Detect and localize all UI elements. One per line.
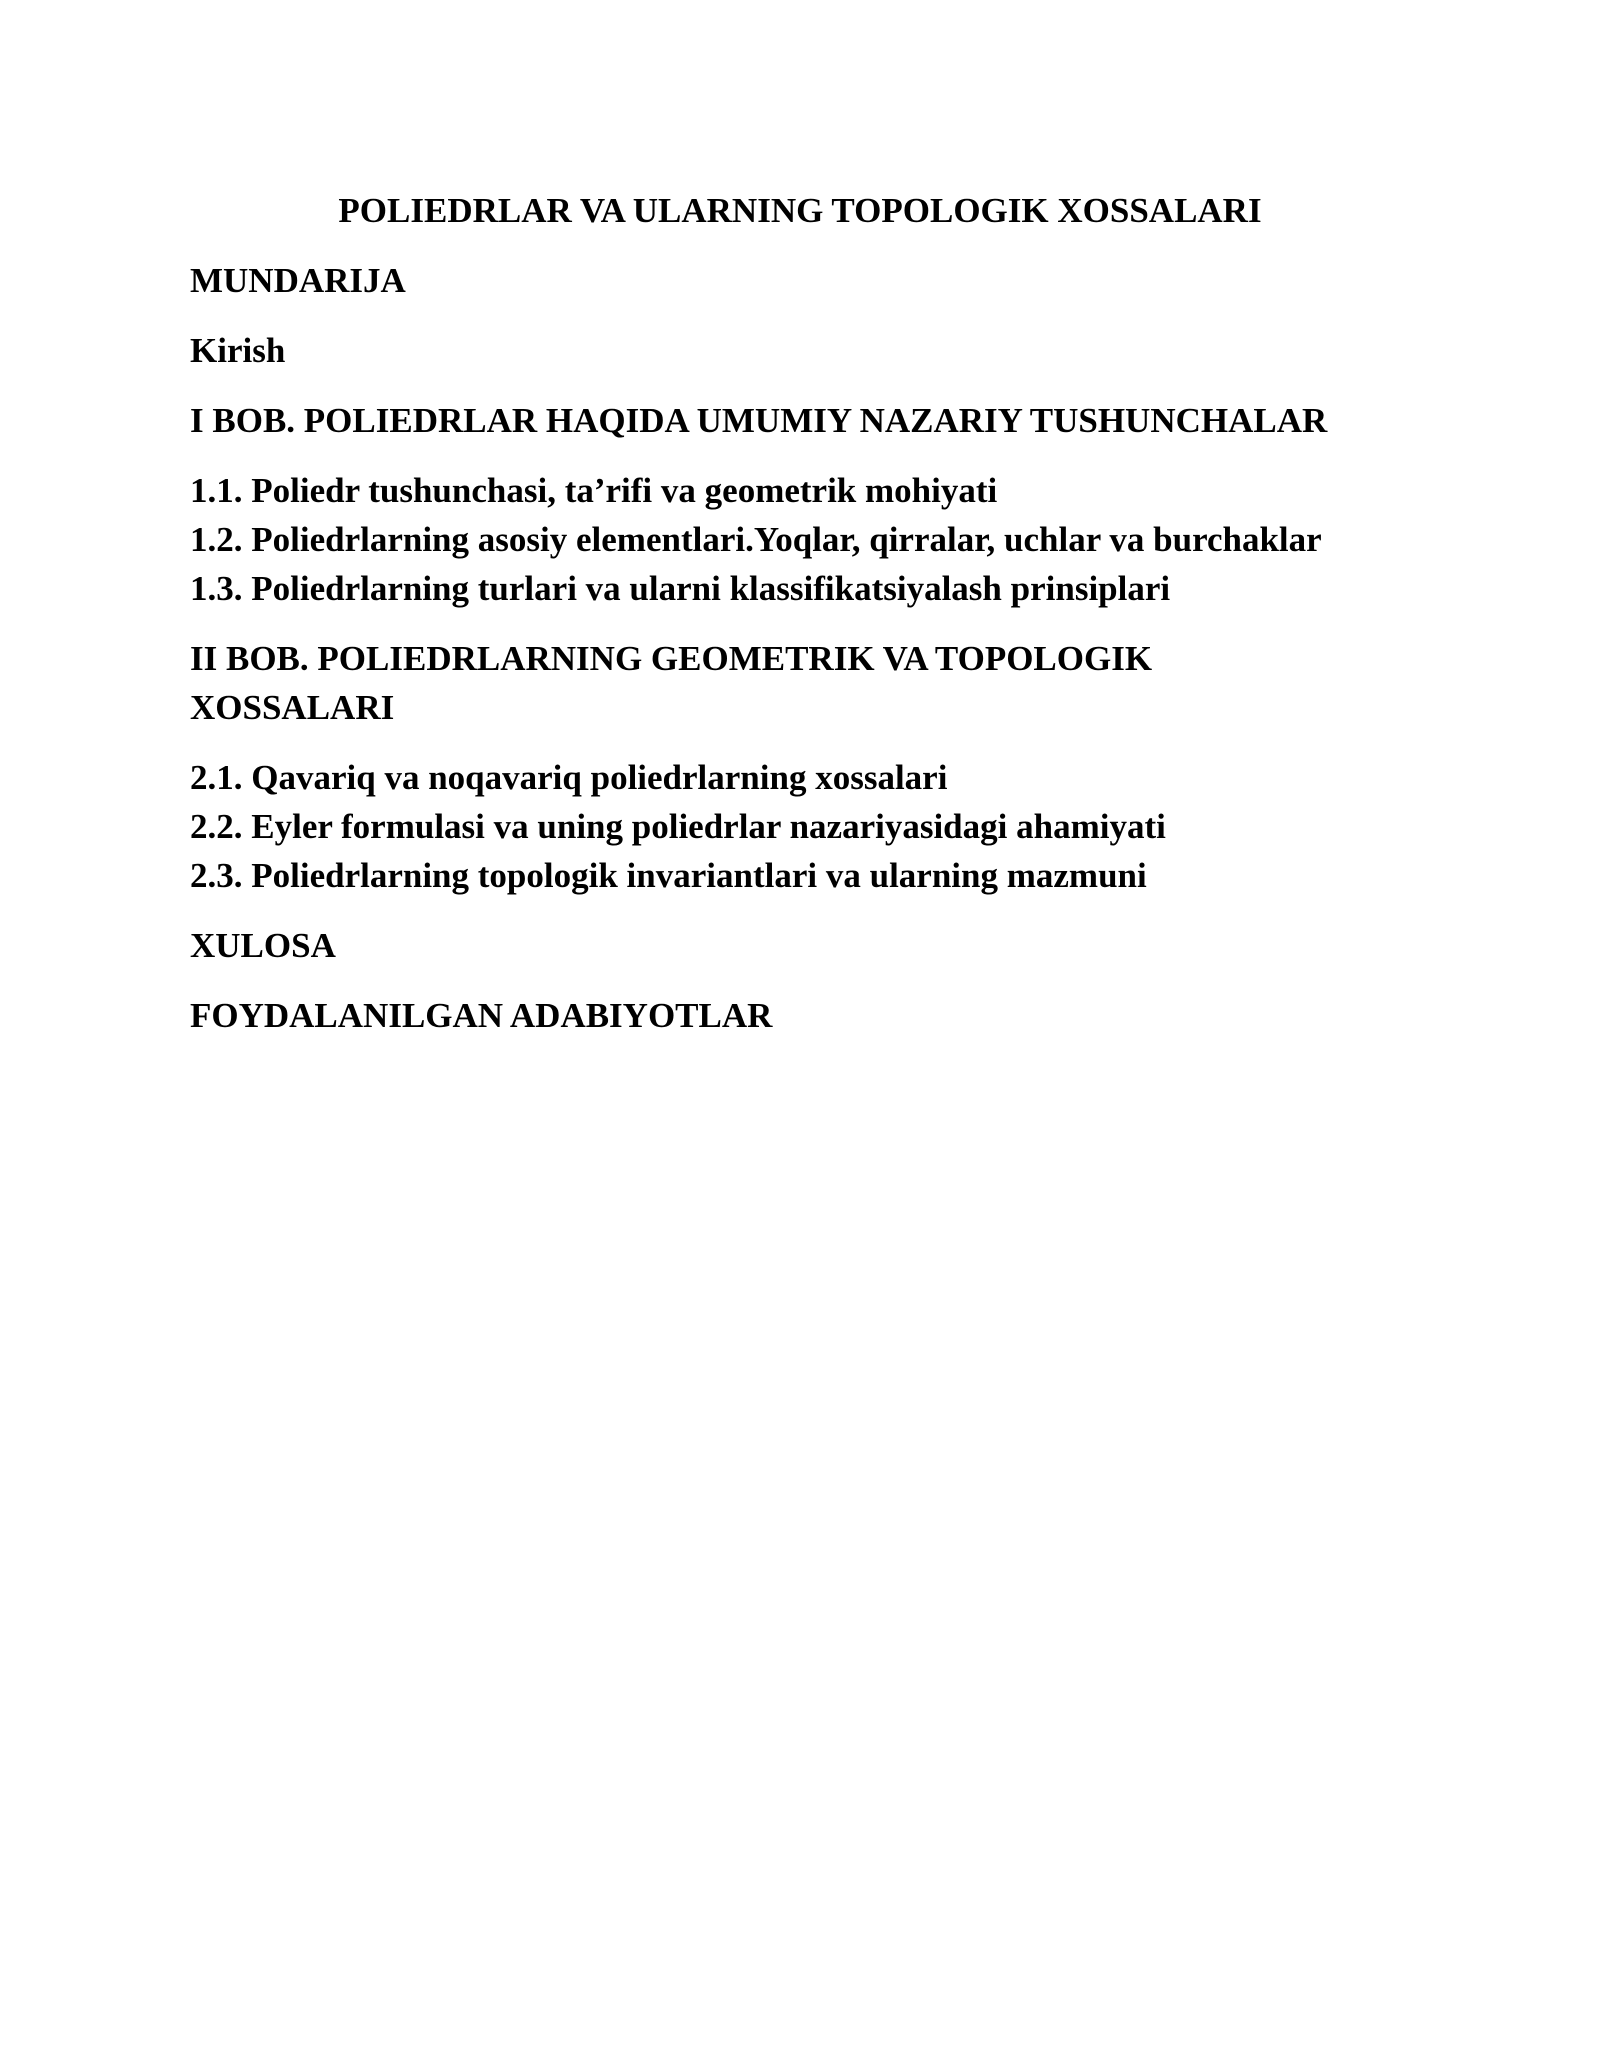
toc-item-conclusion: XULOSA [190, 926, 336, 965]
toc-chapter-1-heading: I BOB. POLIEDRLAR HAQIDA UMUMIY NAZARIY TUSHUNCHALAR [190, 401, 1328, 440]
contents-heading: MUNDARIJA [190, 261, 406, 300]
toc-chapter-2-sections [190, 753, 1390, 900]
toc-section-2-1: 2.1. Qavariq va noqavariq poliedrlarning xossalari [190, 758, 948, 797]
toc-item-references: FOYDALANILGAN ADABIYOTLAR [190, 996, 773, 1035]
toc-item-intro: Kirish [190, 331, 286, 370]
toc-chapter-1-sections [190, 466, 1390, 613]
toc-section-1-1: 1.1. Poliedr tushunchasi, ta’rifi va geometrik mohiyati [190, 471, 998, 510]
toc-section-1-2: 1.2. Poliedrlarning asosiy elementlari.Yoqlar, qirralar, uchlar va burchaklar [190, 520, 1322, 559]
document-body [190, 186, 1390, 1040]
toc-chapter-2-heading: II BOB. POLIEDRLARNING GEOMETRIK VA TOPOLOGIK XOSSALARI [190, 639, 1153, 727]
document-title: POLIEDRLAR VA ULARNING TOPOLOGIK XOSSALARI [338, 191, 1262, 230]
toc-section-2-2: 2.2. Eyler formulasi va uning poliedrlar nazariyasidagi ahamiyati [190, 807, 1166, 846]
toc-section-1-3: 1.3. Poliedrlarning turlari va ularni klassifikatsiyalash prinsiplari [190, 569, 1171, 608]
toc-section-2-3: 2.3. Poliedrlarning topologik invariantlari va ularning mazmuni [190, 856, 1147, 895]
